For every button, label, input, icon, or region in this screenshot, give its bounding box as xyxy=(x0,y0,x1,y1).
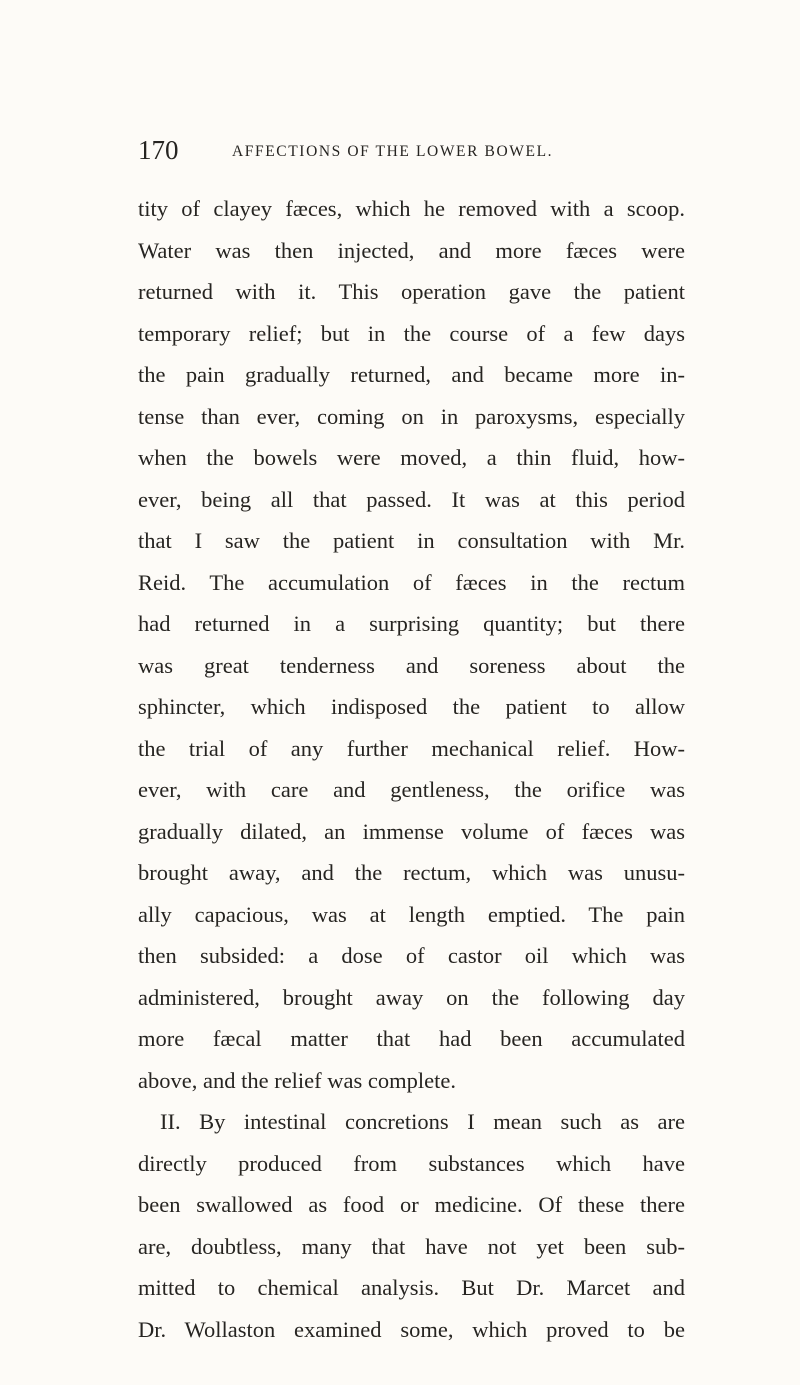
text-line: ally capacious, was at length emptied. The pain xyxy=(138,901,685,927)
text-line: administered, brought away on the following day xyxy=(138,984,685,1010)
text-line: gradually dilated, an immense volume of fæces was xyxy=(138,818,685,844)
text-line: directly produced from substances which have xyxy=(138,1150,685,1176)
text-line: ever, being all that passed. It was at this period xyxy=(138,486,685,512)
text-line: Water was then injected, and more fæces were xyxy=(138,237,685,263)
text-line: the pain gradually returned, and became more in- xyxy=(138,362,685,387)
text-line: tense than ever, coming on in paroxysms, especially xyxy=(138,403,685,429)
text-line: Reid. The accumulation of fæces in the rectum xyxy=(138,569,685,595)
paragraph-start-line: II. By intestinal concretions I mean such as are xyxy=(160,1109,685,1134)
text-line: brought away, and the rectum, which was unusu- xyxy=(138,860,685,885)
paragraph-end-line: above, and the relief was complete. xyxy=(138,1067,456,1093)
text-line: Dr. Wollaston examined some, which proved to be xyxy=(138,1316,685,1342)
text-line: sphincter, which indisposed the patient to allow xyxy=(138,694,685,719)
page-number: 170 xyxy=(138,135,179,165)
text-line: that I saw the patient in consultation with Mr. xyxy=(138,528,685,553)
page-header xyxy=(138,133,683,177)
text-line: are, doubtless, many that have not yet been sub- xyxy=(138,1233,685,1259)
text-line: had returned in a surprising quantity; but there xyxy=(138,611,685,636)
text-line: tity of clayey fæces, which he removed with a scoop. xyxy=(138,196,685,221)
text-line: when the bowels were moved, a thin fluid, how- xyxy=(138,445,685,470)
text-line: ever, with care and gentleness, the orifice was xyxy=(138,777,685,802)
body-text xyxy=(138,188,685,1350)
text-line: the trial of any further mechanical relief. How- xyxy=(138,735,685,761)
text-line: then subsided: a dose of castor oil which was xyxy=(138,943,685,968)
text-line: returned with it. This operation gave the patient xyxy=(138,279,685,304)
text-line: been swallowed as food or medicine. Of these there xyxy=(138,1192,685,1217)
text-line: mitted to chemical analysis. But Dr. Marcet and xyxy=(138,1275,685,1300)
text-line: was great tenderness and soreness about the xyxy=(138,652,685,678)
text-line: temporary relief; but in the course of a few days xyxy=(138,320,685,346)
text-line: more fæcal matter that had been accumulated xyxy=(138,1026,685,1051)
running-title: AFFECTIONS OF THE LOWER BOWEL. xyxy=(232,143,554,160)
